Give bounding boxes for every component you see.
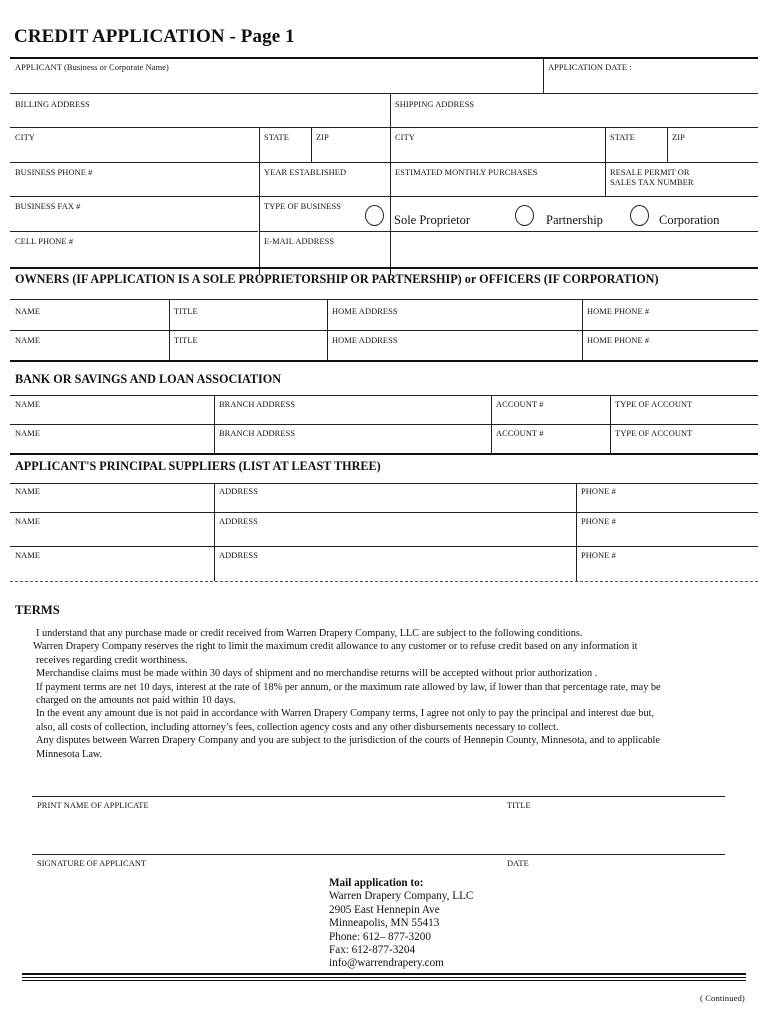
row-rule [10,483,758,484]
row-rule [10,196,758,197]
sole-proprietor-label: Sole Proprietor [394,213,471,227]
owner-home-phone-field[interactable]: HOME PHONE # [587,336,650,345]
print-name-line[interactable] [32,796,725,797]
terms-line: receives regarding credit worthiness. [36,654,188,666]
footer-rule [22,977,746,978]
section-rule [10,453,758,455]
year-established-field[interactable]: YEAR ESTABLISHED [264,168,347,177]
divider [390,93,391,275]
suppliers-heading: APPLICANT'S PRINCIPAL SUPPLIERS (LIST AT LEAST THREE) [15,459,381,473]
supplier-phone-field[interactable]: PHONE # [581,487,616,496]
row-rule [10,395,758,396]
continued-label: ( Continued) [700,993,745,1003]
account-number-field[interactable]: ACCOUNT # [496,400,544,409]
account-number-field[interactable]: ACCOUNT # [496,429,544,438]
divider [311,127,312,162]
terms-line: charged on the amounts not paid within 10 days. [36,695,236,707]
signature-label: SIGNATURE OF APPLICANT [37,859,147,868]
branch-address-field[interactable]: BRANCH ADDRESS [219,429,296,438]
partnership-radio[interactable] [515,205,534,226]
owner-home-address-field[interactable]: HOME ADDRESS [332,336,398,345]
terms-line: In the event any amount due is not paid in accordance with Warren Drapery Company terms, I agree not only to pay the principal and interest due but, [36,708,655,720]
cell-phone-field[interactable]: CELL PHONE # [15,237,74,246]
email-field[interactable]: E-MAIL ADDRESS [264,237,335,246]
terms-line: Warren Drapery Company reserves the right to limit the maximum credit allowance to any customer or to refuse credit based on any information it [33,641,638,653]
bank-name-field[interactable]: NAME [15,400,41,409]
title-label: TITLE [507,801,531,810]
owner-title-field[interactable]: TITLE [174,307,198,316]
type-of-business-label: TYPE OF BUSINESS [264,202,341,211]
terms-line: Minnesota Law. [36,748,103,760]
row-rule [10,162,758,163]
section-divider [10,581,758,582]
corporation-radio[interactable] [630,205,649,226]
row-rule [10,330,758,331]
mail-city: Minneapolis, MN 55413 [329,917,440,930]
estimated-purchases-field[interactable]: ESTIMATED MONTHLY PURCHASES [395,168,538,177]
row-rule [10,93,758,94]
owner-name-field[interactable]: NAME [15,336,41,345]
corporation-label: Corporation [659,213,720,227]
supplier-phone-field[interactable]: PHONE # [581,551,616,560]
supplier-name-field[interactable]: NAME [15,517,41,526]
terms-heading: TERMS [15,603,60,617]
divider [576,484,577,581]
mail-email: info@warrendrapery.com [329,957,444,970]
branch-address-field[interactable]: BRANCH ADDRESS [219,400,296,409]
owner-home-address-field[interactable]: HOME ADDRESS [332,307,398,316]
zip-field[interactable]: ZIP [316,133,329,142]
terms-line: If payment terms are net 10 days, interest at the rate of 18% per annum, or the maximum rate allowed by law, if lower than that percentage rate, may be [36,681,661,693]
account-type-field[interactable]: TYPE OF ACCOUNT [615,429,693,438]
supplier-name-field[interactable]: NAME [15,487,41,496]
section-rule [10,360,758,362]
mail-phone: Phone: 612– 877-3200 [329,930,431,943]
business-phone-field[interactable]: BUSINESS PHONE # [15,168,93,177]
sole-proprietor-radio[interactable] [365,205,384,226]
footer-rule [22,973,746,975]
city-field[interactable]: CITY [15,133,35,142]
shipping-city-field[interactable]: CITY [395,133,415,142]
billing-address-field[interactable]: BILLING ADDRESS [15,100,90,109]
top-rule [10,57,758,59]
row-rule [10,546,758,547]
application-date-field[interactable]: APPLICATION DATE : [548,63,632,72]
partnership-label: Partnership [546,213,603,227]
divider [214,484,215,581]
row-rule [10,127,758,128]
page-title: CREDIT APPLICATION - Page 1 [14,26,295,47]
owners-heading: OWNERS (IF APPLICATION IS A SOLE PROPRIETORSHIP OR PARTNERSHIP) or OFFICERS (IF CORPORATION) [15,272,659,286]
supplier-address-field[interactable]: ADDRESS [219,551,258,560]
row-rule [10,299,758,300]
owner-name-field[interactable]: NAME [15,307,41,316]
mail-address-block [329,877,473,971]
applicant-name-field[interactable]: APPLICANT (Business or Corporate Name) [15,63,169,72]
row-rule [10,231,258,232]
terms-line: Merchandise claims must be made within 30 days of shipment and no merchandise returns will be accepted without prior authorization . [36,668,598,680]
row-rule [10,512,758,513]
shipping-address-field[interactable]: SHIPPING ADDRESS [395,100,475,109]
owner-home-phone-field[interactable]: HOME PHONE # [587,307,650,316]
section-rule [10,267,758,269]
state-field[interactable]: STATE [264,133,289,142]
terms-line: I understand that any purchase made or credit received from Warren Drapery Company, LLC are subject to the following conditions. [36,628,583,639]
shipping-state-field[interactable]: STATE [610,133,635,142]
sales-tax-label[interactable]: SALES TAX NUMBER [610,178,694,187]
divider [259,127,260,275]
mail-company: Warren Drapery Company, LLC [329,890,474,903]
footer-rule [22,980,746,981]
supplier-address-field[interactable]: ADDRESS [219,487,258,496]
resale-permit-label[interactable]: RESALE PERMIT OR [610,168,690,177]
mail-street: 2905 East Hennepin Ave [329,903,440,916]
shipping-zip-field[interactable]: ZIP [672,133,685,142]
mail-heading: Mail application to: [329,877,424,889]
print-name-label: PRINT NAME OF APPLICATE [37,801,149,810]
date-label: DATE [507,859,529,868]
terms-line: Any disputes between Warren Drapery Company and you are subject to the jurisdiction of the courts of Hennepin County, Minnesota, and to applicable [36,735,660,747]
supplier-phone-field[interactable]: PHONE # [581,517,616,526]
mail-fax: Fax: 612-877-3204 [329,944,416,957]
terms-line: also, all costs of collection, including attorney’s fees, collection agency costs and any other disbursements necessary to collect. [36,721,559,733]
supplier-address-field[interactable]: ADDRESS [219,517,258,526]
divider [667,127,668,162]
bank-name-field[interactable]: NAME [15,429,41,438]
account-type-field[interactable]: TYPE OF ACCOUNT [615,400,693,409]
row-rule [260,231,758,232]
signature-line[interactable] [32,854,725,855]
bank-heading: BANK OR SAVINGS AND LOAN ASSOCIATION [15,372,282,386]
owner-title-field[interactable]: TITLE [174,336,198,345]
supplier-name-field[interactable]: NAME [15,551,41,560]
divider [543,58,544,93]
row-rule [10,424,758,425]
business-fax-field[interactable]: BUSINESS FAX # [15,202,81,211]
terms-body [33,627,736,761]
